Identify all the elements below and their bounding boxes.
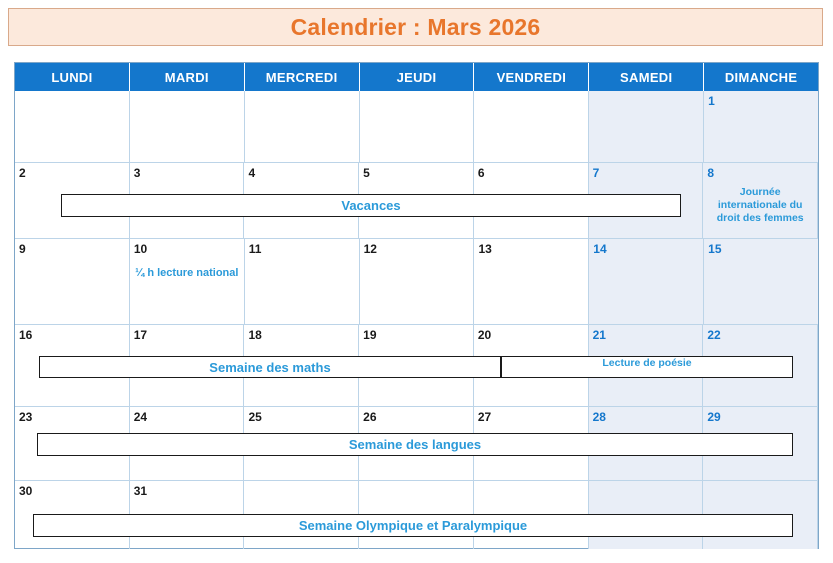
day-cell[interactable] <box>360 91 475 162</box>
weekday-header-saturday: SAMEDI <box>589 63 704 91</box>
event-banner-label: Semaine des maths <box>209 359 331 375</box>
day-number: 16 <box>19 328 33 342</box>
day-number: 7 <box>592 166 600 180</box>
weekday-header-friday: VENDREDI <box>474 63 589 91</box>
day-number: 11 <box>248 242 262 256</box>
day-number: 28 <box>592 410 606 424</box>
day-number: 15 <box>708 242 722 256</box>
day-number: 17 <box>133 328 148 342</box>
day-cell[interactable] <box>130 91 245 162</box>
day-number: 2 <box>19 166 26 180</box>
weekday-header-thursday: JEUDI <box>360 63 475 91</box>
event-banner-label: Semaine Olympique et Paralympique <box>298 518 528 533</box>
day-number: 3 <box>133 166 141 180</box>
event-banner-label: Vacances <box>341 198 401 213</box>
day-number: 25 <box>248 410 262 424</box>
day-cell[interactable] <box>703 163 818 238</box>
day-number: 5 <box>363 166 370 180</box>
day-number: 24 <box>133 410 148 424</box>
day-number: 23 <box>19 410 33 424</box>
calendar-week-row <box>15 407 818 481</box>
calendar-grid <box>14 62 819 549</box>
day-cell[interactable] <box>589 239 704 324</box>
day-number: 14 <box>593 242 607 256</box>
page-title: Calendrier : Mars 2026 <box>290 13 541 40</box>
event-banner-vacances[interactable] <box>61 194 681 217</box>
calendar-week-row <box>15 325 818 407</box>
day-number: 6 <box>477 166 485 180</box>
event-banner-label: Lecture de poésie <box>598 357 695 369</box>
day-cell[interactable] <box>245 91 360 162</box>
event-banner-label: Semaine des langues <box>348 437 482 452</box>
day-number: 22 <box>707 328 721 342</box>
weekday-header-monday: LUNDI <box>15 63 130 91</box>
calendar-weeks <box>15 91 818 549</box>
event-banner-semaine-des-langues[interactable] <box>37 433 793 456</box>
calendar-week-row <box>15 481 818 549</box>
calendar-week-row <box>15 163 818 239</box>
day-cell[interactable] <box>704 91 818 162</box>
day-number: 10 <box>133 242 148 256</box>
weekday-header-tuesday: MARDI <box>130 63 245 91</box>
calendar-week-row <box>15 239 818 325</box>
weekday-header-wednesday: MERCREDI <box>245 63 360 91</box>
day-cell[interactable] <box>130 239 245 324</box>
day-cell[interactable] <box>360 239 475 324</box>
day-number: 8 <box>707 166 714 180</box>
event-banner-lecture-de-poesie[interactable] <box>501 347 793 379</box>
calendar-week-row <box>15 91 818 163</box>
day-cell[interactable] <box>15 91 130 162</box>
day-number: 26 <box>363 410 377 424</box>
day-number: 20 <box>477 328 492 342</box>
day-number: 4 <box>248 166 256 180</box>
day-event-label: Journée internationale du droit des femmes <box>716 186 804 224</box>
calendar-title-banner <box>8 8 823 46</box>
day-number: 9 <box>19 242 26 256</box>
day-number: 29 <box>707 410 721 424</box>
event-banner-semaine-olympique[interactable] <box>33 514 793 537</box>
event-banner-semaine-des-maths[interactable] <box>39 356 501 378</box>
day-number: 21 <box>592 328 606 342</box>
day-number: 12 <box>363 242 377 256</box>
day-number: 19 <box>363 328 377 342</box>
day-event-label: ¼ h lecture national <box>135 267 239 279</box>
day-cell[interactable] <box>474 239 589 324</box>
day-number: 13 <box>478 242 492 256</box>
day-cell[interactable] <box>589 91 704 162</box>
day-number: 31 <box>133 484 148 498</box>
weekday-header-sunday: DIMANCHE <box>724 69 798 85</box>
day-number: 1 <box>708 94 715 108</box>
day-cell[interactable] <box>704 239 818 324</box>
day-cell[interactable] <box>245 239 360 324</box>
day-number: 18 <box>248 328 262 342</box>
day-cell[interactable] <box>474 91 589 162</box>
day-number: 30 <box>19 484 33 498</box>
weekday-header-row <box>15 63 818 91</box>
day-cell[interactable] <box>15 239 130 324</box>
day-number: 27 <box>477 410 492 424</box>
